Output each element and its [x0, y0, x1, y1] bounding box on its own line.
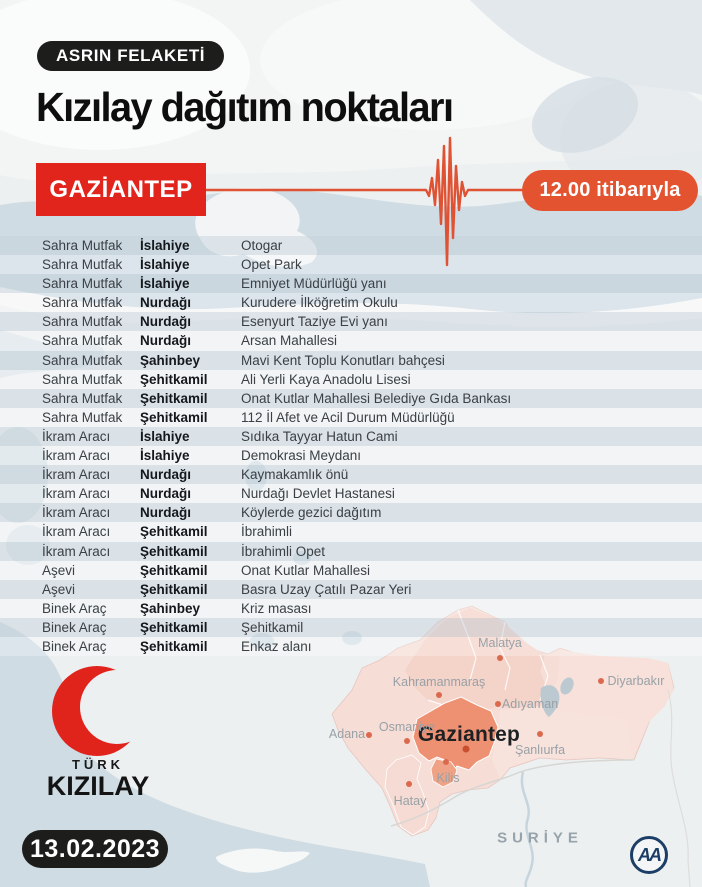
page-title: Kızılay dağıtım noktaları [36, 84, 453, 130]
row-type: Sahra Mutfak [42, 238, 123, 253]
row-district: İslahiye [140, 448, 190, 464]
table-row [0, 580, 702, 599]
table-row [0, 331, 702, 350]
table-row [0, 522, 702, 541]
row-type: İkram Aracı [42, 505, 111, 521]
row-location: İbrahimli [241, 524, 293, 540]
row-type: Binek Araç [42, 638, 107, 654]
row-type: Sahra Mutfak [42, 352, 123, 368]
row-type: Binek Araç [42, 619, 107, 635]
map-city-label: Malatya [478, 636, 522, 650]
row-district: Şehitkamil [140, 638, 208, 654]
row-district: Nurdağı [140, 486, 192, 502]
row-location: 112 İl Afet ve Acil Durum Müdürlüğü [241, 409, 455, 425]
row-district: Nurdağı [140, 467, 192, 483]
red-crescent-icon [40, 656, 156, 760]
row-district: İslahiye [140, 428, 190, 444]
table-row [0, 637, 702, 656]
row-type: İkram Aracı [42, 543, 111, 559]
row-district: Nurdağı [140, 314, 192, 330]
row-type: Sahra Mutfak [42, 295, 123, 311]
row-type: Sahra Mutfak [42, 409, 123, 425]
table-row [0, 274, 702, 293]
row-location: Demokrasi Meydanı [241, 448, 362, 464]
map-city-label: Şanlıurfa [514, 743, 566, 757]
row-district: Şehitkamil [140, 619, 208, 635]
row-district: Nurdağı [140, 333, 192, 349]
map-city-label: Adana [328, 727, 366, 741]
row-location: Şehitkamil [241, 619, 304, 635]
table-row [0, 561, 702, 580]
row-location: Enkaz alanı [241, 638, 312, 654]
row-district: Şehitkamil [140, 581, 208, 597]
row-location: Kurudere İlköğretim Okulu [241, 295, 398, 311]
row-location: Basra Uzay Çatılı Pazar Yeri [241, 581, 412, 597]
map-country-label: SURİYE [497, 829, 583, 847]
kizilay-logo-text-top: TÜRK [71, 757, 125, 772]
map-city-label: Kahramanmaraş [392, 675, 486, 689]
row-type: Sahra Mutfak [42, 333, 123, 349]
row-type: Sahra Mutfak [42, 257, 123, 273]
row-district: Şehitkamil [140, 409, 208, 425]
map-city-label: Hatay [393, 794, 427, 808]
table-row [0, 351, 702, 370]
row-type: Binek Araç [42, 600, 107, 616]
anadolu-agency-logo: AA [630, 836, 668, 874]
kizilay-logo-text-bottom: KIZILAY [46, 771, 150, 801]
row-location: İbrahimli Opet [241, 543, 326, 559]
row-district: Şehitkamil [140, 562, 208, 578]
row-district: Şahinbey [140, 600, 201, 616]
row-district: Nurdağı [140, 505, 192, 521]
distribution-table [0, 236, 702, 656]
row-type: Sahra Mutfak [42, 314, 123, 330]
row-type: Aşevi [42, 562, 76, 578]
row-location: Otogar [241, 238, 283, 253]
table-row [0, 542, 702, 561]
row-type: İkram Aracı [42, 486, 111, 502]
table-row [0, 408, 702, 427]
time-badge: 12.00 itibarıyla [522, 170, 698, 211]
table-row [0, 465, 702, 484]
row-location: Nurdağı Devlet Hastanesi [241, 486, 395, 502]
row-location: Onat Kutlar Mahallesi [241, 562, 371, 578]
row-type: İkram Aracı [42, 448, 111, 464]
row-location: Arsan Mahallesi [241, 333, 338, 349]
table-row [0, 427, 702, 446]
table-row [0, 503, 702, 522]
row-location: Sıdıka Tayyar Hatun Cami [241, 428, 398, 444]
map-city-label: Adıyaman [501, 697, 559, 711]
row-district: Nurdağı [140, 295, 192, 311]
table-row [0, 370, 702, 389]
row-type: Sahra Mutfak [42, 276, 123, 292]
seismograph-line-icon [206, 128, 524, 276]
row-district: Şehitkamil [140, 371, 208, 387]
row-location: Opet Park [241, 257, 302, 273]
table-row [0, 293, 702, 312]
topic-badge: ASRIN FELAKETİ [37, 41, 224, 71]
row-type: Aşevi [42, 581, 76, 597]
row-district: Şehitkamil [140, 390, 208, 406]
row-location: Kaymakamlık önü [241, 467, 349, 483]
row-district: İslahiye [140, 238, 190, 253]
row-type: İkram Aracı [42, 467, 111, 483]
row-location: Kriz masası [241, 600, 312, 616]
row-location: Köylerde gezici dağıtım [241, 505, 382, 521]
table-row [0, 618, 702, 637]
map-highlight-city-label: Gaziantep [417, 723, 521, 746]
row-type: Sahra Mutfak [42, 371, 123, 387]
row-type: İkram Aracı [42, 524, 111, 540]
row-type: Sahra Mutfak [42, 390, 123, 406]
row-location: Mavi Kent Toplu Konutları bahçesi [241, 352, 445, 368]
table-row [0, 312, 702, 331]
row-location: Emniyet Müdürlüğü yanı [241, 276, 387, 292]
table-row [0, 389, 702, 408]
table-row [0, 484, 702, 503]
date-badge: 13.02.2023 [22, 830, 168, 868]
row-location: Esenyurt Taziye Evi yanı [241, 314, 388, 330]
row-type: İkram Aracı [42, 428, 111, 444]
row-district: İslahiye [140, 276, 190, 292]
row-district: Şehitkamil [140, 543, 208, 559]
row-location: Ali Yerli Kaya Anadolu Lisesi [241, 371, 411, 387]
city-badge: GAZİANTEP [36, 163, 206, 216]
map-city-label: Osmaniye [378, 720, 436, 734]
map-city-label: Diyarbakır [607, 674, 665, 688]
row-district: Şehitkamil [140, 524, 208, 540]
row-district: İslahiye [140, 257, 190, 273]
table-row [0, 599, 702, 618]
map-city-label: Kilis [436, 771, 460, 785]
row-district: Şahinbey [140, 352, 201, 368]
table-row [0, 446, 702, 465]
row-location: Onat Kutlar Mahallesi Belediye Gıda Bankası [241, 390, 512, 406]
